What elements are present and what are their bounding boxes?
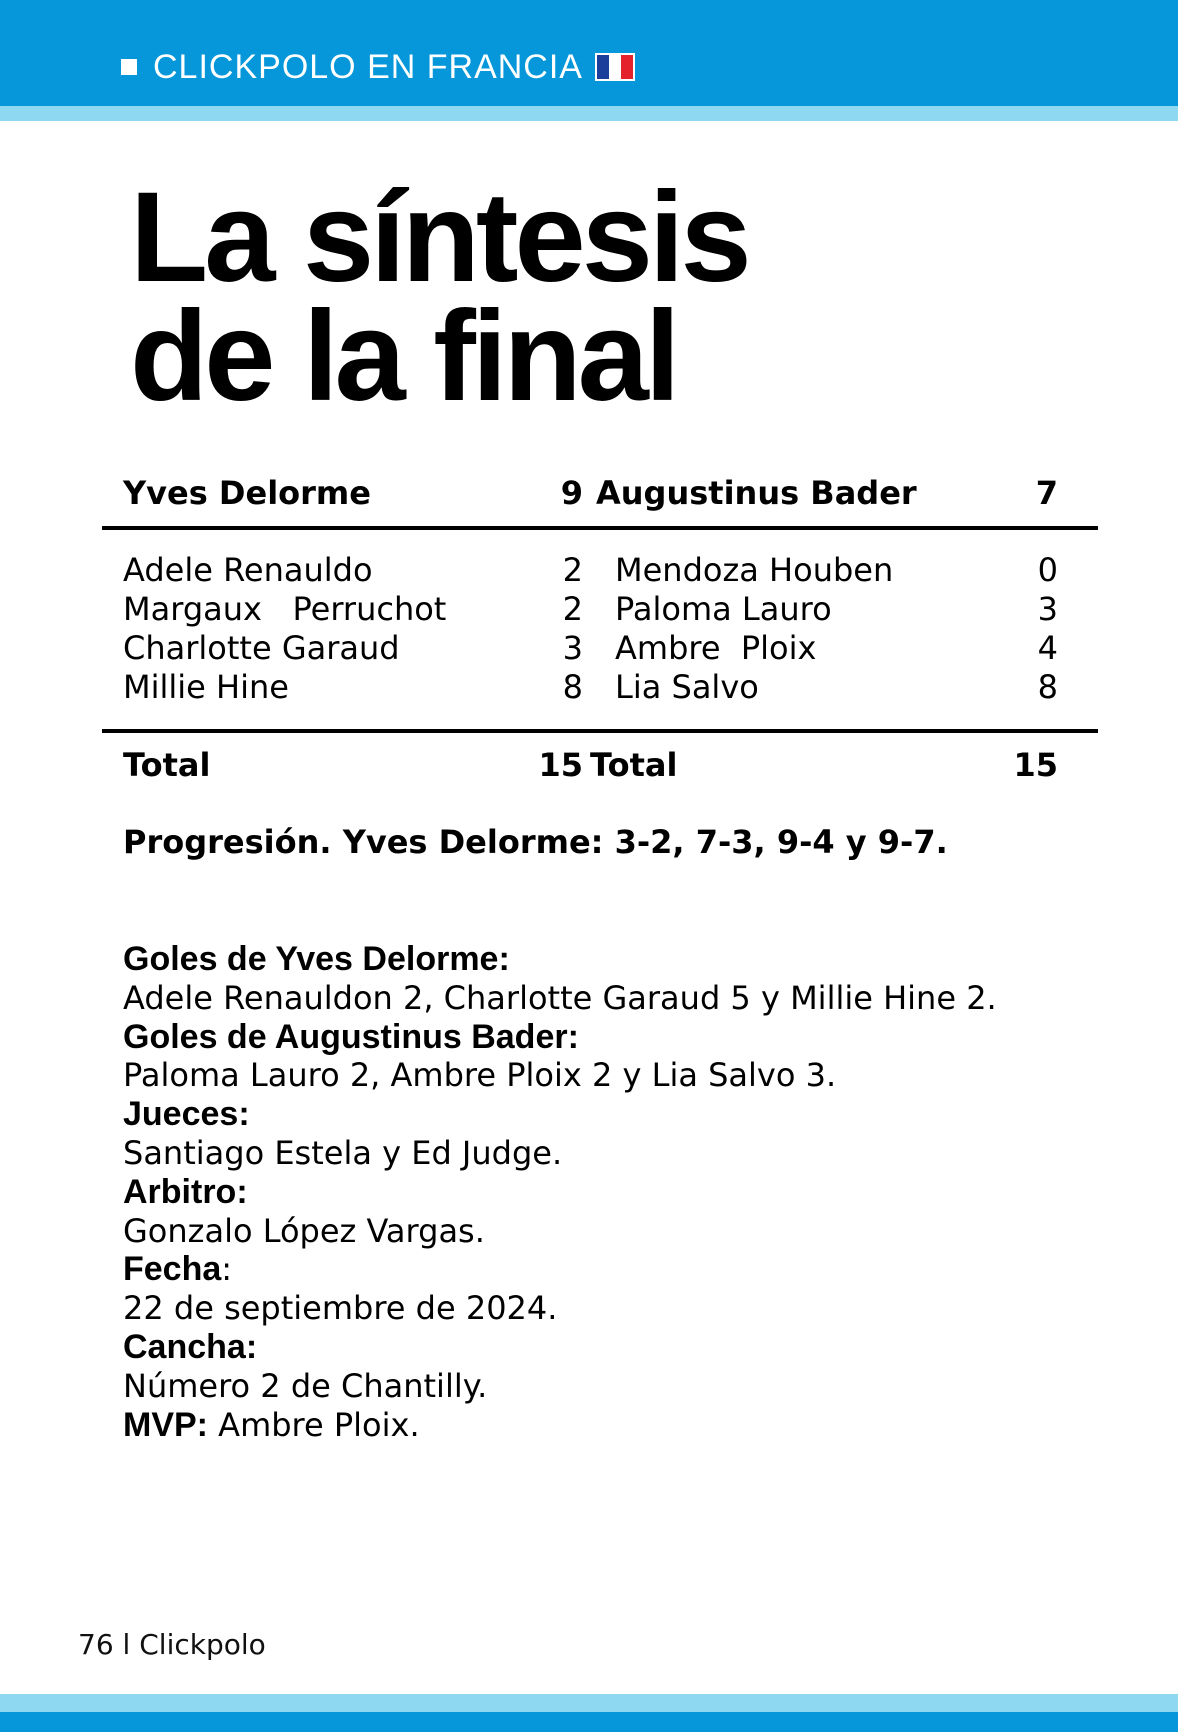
- home-team-name: Yves Delorme: [123, 474, 371, 512]
- goals-away-label: Goles de Augustinus Bader:: [123, 1017, 579, 1056]
- field-label: Cancha:: [123, 1327, 258, 1366]
- progression: Progresión. Yves Delorme: 3-2, 7-3, 9-4 y 9-7.: [123, 823, 948, 861]
- goals-home: Adele Renauldon 2, Charlotte Garaud 5 y Millie Hine 2.: [123, 978, 997, 1017]
- home-team-score: 9: [560, 474, 583, 512]
- footer-bar: [0, 1712, 1178, 1732]
- goals-home-label: Goles de Yves Delorme:: [123, 940, 510, 978]
- teams-row: [102, 473, 1098, 513]
- away-player-name: Ambre Ploix: [615, 629, 817, 667]
- date-label-colon: :: [221, 1250, 233, 1289]
- section-label: [121, 45, 635, 89]
- france-flag-icon: [595, 53, 635, 81]
- away-team-score: 7: [1035, 474, 1058, 512]
- away-total-value: 15: [1013, 746, 1058, 784]
- away-player-value: 4: [1037, 629, 1058, 667]
- away-player-value: 8: [1037, 668, 1058, 706]
- home-player-value: 8: [562, 668, 583, 706]
- publication-name: Clickpolo: [139, 1628, 266, 1661]
- mvp-label: MVP:: [123, 1405, 208, 1444]
- player-row: [102, 667, 1098, 707]
- divider-top: [102, 526, 1098, 530]
- section-title: CLICKPOLO EN FRANCIA: [153, 47, 583, 86]
- title-line-1: La síntesis: [130, 166, 748, 309]
- away-player-value: 0: [1037, 551, 1058, 589]
- header-stripe: [0, 106, 1178, 121]
- home-player-name: Margaux Perruchot: [123, 590, 447, 628]
- player-row: [102, 628, 1098, 668]
- title-line-2: de la final: [130, 285, 677, 428]
- goals-away: Paloma Lauro 2, Ambre Ploix 2 y Lia Salvo 3.: [123, 1056, 837, 1095]
- home-player-name: Adele Renauldo: [123, 551, 373, 589]
- home-player-value: 2: [562, 590, 583, 628]
- away-team-name: Augustinus Bader: [596, 474, 917, 512]
- divider-bottom: [102, 729, 1098, 733]
- away-player-name: Paloma Lauro: [615, 590, 832, 628]
- home-player-value: 3: [562, 629, 583, 667]
- mvp-line: [123, 1406, 997, 1445]
- judges-label: Jueces:: [123, 1095, 250, 1134]
- page-footer: [78, 1625, 266, 1665]
- field: Número 2 de Chantilly.: [123, 1366, 488, 1405]
- home-total-value: 15: [538, 746, 583, 784]
- away-player-name: Lia Salvo: [615, 668, 759, 706]
- page-number: 76: [78, 1628, 114, 1661]
- home-player-name: Charlotte Garaud: [123, 629, 400, 667]
- date-label: Fecha: [123, 1250, 222, 1289]
- page-title: [130, 166, 748, 428]
- date: 22 de septiembre de 2024.: [123, 1289, 558, 1328]
- match-details: [123, 940, 997, 1444]
- home-player-value: 2: [562, 551, 583, 589]
- footer-stripe: [0, 1694, 1178, 1712]
- player-row: [102, 589, 1098, 629]
- away-player-value: 3: [1037, 590, 1058, 628]
- home-total-label: Total: [123, 746, 211, 784]
- player-row: [102, 550, 1098, 590]
- away-player-name: Mendoza Houben: [615, 551, 894, 589]
- totals-row: [102, 745, 1098, 785]
- date-label-line: [123, 1250, 997, 1289]
- judges: Santiago Estela y Ed Judge.: [123, 1133, 563, 1172]
- referee-label: Arbitro:: [123, 1172, 248, 1211]
- home-player-name: Millie Hine: [123, 668, 289, 706]
- away-total-label: Total: [590, 746, 678, 784]
- square-bullet-icon: [121, 59, 137, 75]
- footer-separator: l: [122, 1628, 131, 1661]
- mvp: Ambre Ploix.: [218, 1405, 420, 1444]
- referee: Gonzalo López Vargas.: [123, 1211, 485, 1250]
